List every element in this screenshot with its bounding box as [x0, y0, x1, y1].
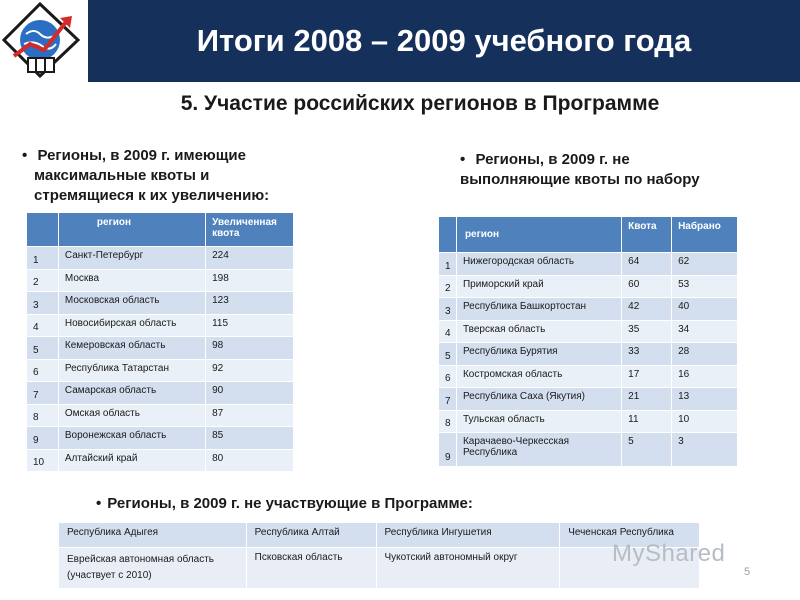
table-row	[27, 404, 294, 427]
table-cell-n: 4	[439, 320, 457, 343]
table-cell-n: 1	[27, 247, 59, 270]
table-cell-n: 1	[439, 253, 457, 276]
table-row	[439, 433, 738, 467]
table-cell-quota: 98	[206, 337, 294, 360]
table-cell-n: 5	[439, 343, 457, 366]
table-cell-enrolled: 53	[672, 275, 738, 298]
table-cell-region: Москва	[58, 269, 205, 292]
globe-growth-logo-icon	[0, 0, 88, 82]
page-title: Итоги 2008 – 2009 учебного года	[196, 23, 692, 58]
table-cell-quota: 64	[622, 253, 672, 276]
table-row	[27, 359, 294, 382]
col-header-num	[439, 217, 457, 253]
table-row	[439, 253, 738, 276]
table-cell: Республика Ингушетия	[376, 523, 560, 548]
table-cell-n: 7	[27, 382, 59, 405]
col-header-num	[27, 213, 59, 247]
table-cell-region: Омская область	[58, 404, 205, 427]
table-non-participating	[58, 522, 700, 589]
table-cell-n: 7	[439, 388, 457, 411]
table-cell-region: Тульская область	[456, 410, 621, 433]
table-unfulfilled-quotas	[438, 216, 738, 467]
table-cell-region: Приморский край	[456, 275, 621, 298]
table-cell-n: 8	[439, 410, 457, 433]
table-row	[27, 247, 294, 270]
table-row	[27, 337, 294, 360]
table-cell-region: Новосибирская область	[58, 314, 205, 337]
table-cell-enrolled: 28	[672, 343, 738, 366]
table-cell-n: 2	[439, 275, 457, 298]
table-cell-quota: 92	[206, 359, 294, 382]
col-header-enrolled: Набрано	[672, 217, 738, 253]
table-cell-enrolled: 34	[672, 320, 738, 343]
table-cell-quota: 17	[622, 365, 672, 388]
watermark: MyShared	[612, 540, 726, 567]
table-cell-region: Алтайский край	[58, 449, 205, 472]
table-row	[27, 292, 294, 315]
table-row	[27, 269, 294, 292]
table-cell-quota: 85	[206, 427, 294, 450]
table-cell-region: Костромская область	[456, 365, 621, 388]
table-cell-enrolled: 10	[672, 410, 738, 433]
table-cell-region: Республика Саха (Якутия)	[456, 388, 621, 411]
table-cell-region: Республика Башкортостан	[456, 298, 621, 321]
table-cell-quota: 5	[622, 433, 672, 467]
table-cell-quota: 198	[206, 269, 294, 292]
table-cell-enrolled: 62	[672, 253, 738, 276]
table-cell-n: 6	[27, 359, 59, 382]
col-header-region: регион	[58, 213, 205, 247]
table-cell-n: 4	[27, 314, 59, 337]
table-cell-quota: 90	[206, 382, 294, 405]
table-cell-region: Кемеровская область	[58, 337, 205, 360]
table-cell-region: Воронежская область	[58, 427, 205, 450]
table-row	[27, 382, 294, 405]
table-cell-enrolled: 3	[672, 433, 738, 467]
table-cell-region: Тверская область	[456, 320, 621, 343]
left-bullet-line1: Регионы, в 2009 г. имеющие	[37, 147, 246, 164]
right-bullet-line2: выполняющие квоты по набору	[460, 171, 700, 188]
table-cell-region: Нижегородская область	[456, 253, 621, 276]
table-cell-quota: 224	[206, 247, 294, 270]
table-cell-n: 6	[439, 365, 457, 388]
table-cell-n: 10	[27, 449, 59, 472]
table-row	[439, 298, 738, 321]
table-cell-n: 9	[27, 427, 59, 450]
table-cell-quota: 11	[622, 410, 672, 433]
table-row	[27, 314, 294, 337]
table-cell-region: Самарская область	[58, 382, 205, 405]
table-cell-n: 2	[27, 269, 59, 292]
table-cell-quota: 42	[622, 298, 672, 321]
table-cell: Чеченская Республика	[560, 523, 700, 548]
table-row	[27, 449, 294, 472]
table-cell-region: Республика Татарстан	[58, 359, 205, 382]
left-bullet-line3: стремящиеся к их увеличению:	[34, 187, 270, 204]
table-cell-n: 3	[27, 292, 59, 315]
table-cell-region: Карачаево-Черкесская Республика	[456, 433, 621, 467]
table-row	[439, 343, 738, 366]
table-cell-n: 9	[439, 433, 457, 467]
col-header-quota: Увеличенная квота	[206, 213, 294, 247]
header-bar	[88, 0, 800, 82]
left-bullet-line2: максимальные квоты и	[34, 167, 210, 184]
section-subtitle: 5. Участие российских регионов в Программе	[180, 92, 660, 115]
table-row	[439, 275, 738, 298]
table-cell-quota: 123	[206, 292, 294, 315]
table-cell-region: Республика Бурятия	[456, 343, 621, 366]
table-cell: Республика Адыгея	[59, 523, 247, 548]
table-cell-enrolled: 13	[672, 388, 738, 411]
table-cell-quota: 21	[622, 388, 672, 411]
table-row	[439, 320, 738, 343]
table-cell: Еврейская автономная область (участвует с 2010)	[59, 548, 247, 589]
col-header-region: регион	[456, 217, 621, 253]
table-row	[439, 388, 738, 411]
table-row	[439, 365, 738, 388]
table-cell-region: Санкт-Петербург	[58, 247, 205, 270]
table-row	[27, 427, 294, 450]
table-cell-n: 3	[439, 298, 457, 321]
logo	[0, 0, 88, 82]
table-cell-quota: 80	[206, 449, 294, 472]
table-max-quotas	[26, 212, 294, 472]
table-cell-quota: 115	[206, 314, 294, 337]
table-cell-region: Московская область	[58, 292, 205, 315]
table-row	[439, 410, 738, 433]
right-bullet-line1: Регионы, в 2009 г. не	[475, 151, 630, 168]
bottom-bullet: • Регионы, в 2009 г. не участвующие в Программе:	[96, 494, 656, 514]
table-cell-quota: 35	[622, 320, 672, 343]
table-cell: Республика Алтай	[246, 523, 376, 548]
table-cell-n: 8	[27, 404, 59, 427]
table-cell: Псковская область	[246, 548, 376, 589]
page-number: 5	[744, 566, 751, 578]
right-bullet	[460, 150, 780, 190]
table-cell-enrolled: 40	[672, 298, 738, 321]
col-header-quota: Квота	[622, 217, 672, 253]
table-cell: Чукотский автономный округ	[376, 548, 560, 589]
table-cell-quota: 33	[622, 343, 672, 366]
table-cell-enrolled: 16	[672, 365, 738, 388]
table-cell-quota: 60	[622, 275, 672, 298]
left-bullet	[22, 146, 322, 206]
table-cell-quota: 87	[206, 404, 294, 427]
table-cell-n: 5	[27, 337, 59, 360]
